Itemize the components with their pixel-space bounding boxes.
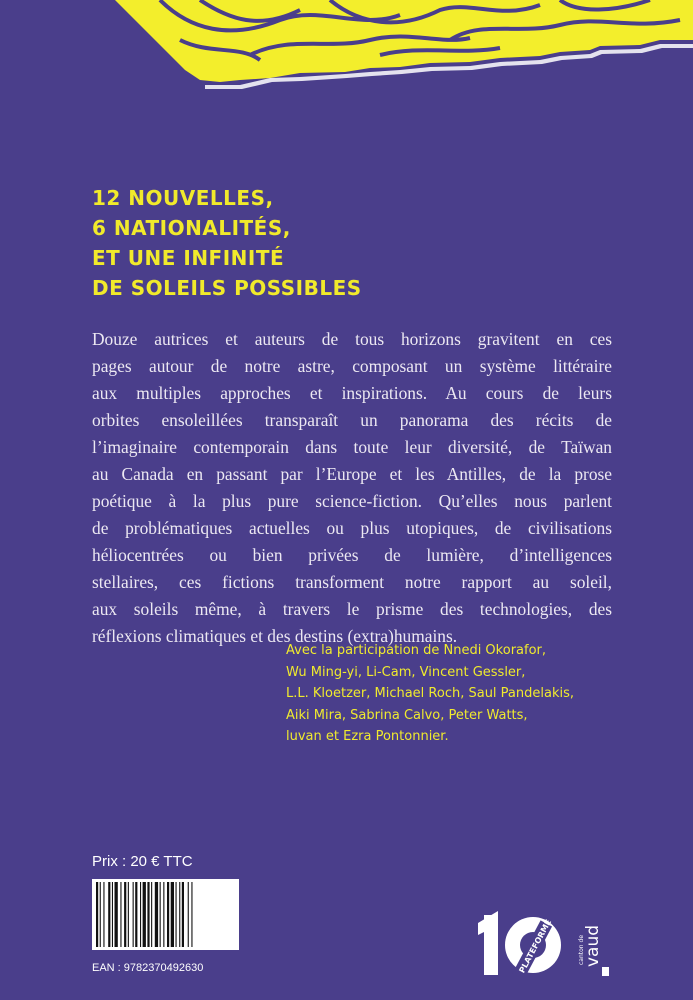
- barcode-bar: [128, 882, 129, 947]
- barcode-bar: [112, 882, 113, 947]
- blurb-line: Douze autrices et auteurs de tous horizons gravitent en ces: [92, 329, 612, 349]
- contributors-line: Avec la participation de Nnedi Okorafor,: [286, 643, 547, 658]
- barcode-bar: [188, 882, 189, 947]
- barcode-bar: [140, 882, 141, 947]
- headline-line: 6 NATIONALITÉS,: [92, 216, 291, 240]
- blurb-line: aux multiples approches et inspirations. Au cours de leurs: [92, 383, 612, 403]
- barcode-bar: [147, 882, 149, 947]
- barcode: [92, 879, 239, 950]
- contributors-line: Wu Ming-yi, Li-Cam, Vincent Gessler,: [286, 664, 526, 680]
- headline-line: 12 NOUVELLES,: [92, 186, 274, 210]
- blurb-line: pages autour de notre astre, composant un système littéraire: [92, 356, 612, 376]
- publisher-logo: [478, 905, 568, 980]
- barcode-bar: [133, 882, 134, 947]
- barcode-bar: [171, 882, 174, 947]
- barcode-bar: [182, 882, 184, 947]
- headline-line: ET UNE INFINITÉ: [92, 246, 285, 270]
- headline-line: DE SOLEILS POSSIBLES: [92, 276, 362, 300]
- barcode-bar: [163, 882, 164, 947]
- canton-logo-small: canton de: [578, 934, 585, 965]
- barcode-bar: [124, 882, 126, 947]
- barcode-bar: [115, 882, 118, 947]
- barcode-bar: [120, 882, 121, 947]
- contributors-line: luvan et Ezra Pontonnier.: [286, 729, 449, 744]
- barcode-bar: [167, 882, 169, 947]
- blurb-line: de problématiques actuelles ou plus utopiques, de civilisations: [92, 518, 612, 538]
- blurb-line: au Canada en passant par l’Europe et les Antilles, de la prose: [92, 464, 612, 484]
- barcode-bar: [143, 882, 146, 947]
- barcode-bar: [96, 882, 98, 947]
- barcode-bar: [103, 882, 104, 947]
- barcode-bar: [160, 882, 161, 947]
- barcode-bar: [100, 882, 101, 947]
- barcode-bar: [176, 882, 177, 947]
- blurb-line: aux soleils même, à travers le prisme des technologies, des: [92, 599, 612, 619]
- price-label: Prix : 20 € TTC: [92, 853, 193, 870]
- canton-vaud-logo: [578, 905, 610, 977]
- blurb-line: l’imaginaire contemporain dans toute leur diversité, de Taïwan: [92, 437, 612, 457]
- barcode-bar: [135, 882, 137, 947]
- contributors-list: [286, 640, 574, 748]
- ean-label: EAN : 9782370492630: [92, 962, 204, 974]
- barcode-bar: [191, 882, 192, 947]
- fingerprint-pattern: [0, 0, 693, 110]
- blurb-line: poétique à la plus pure science-fiction. Qu’elles nous parlent: [92, 491, 612, 511]
- headline: [92, 183, 362, 303]
- barcode-bar: [155, 882, 158, 947]
- blurb-line: réflexions climatiques et des destins (extra)humains.: [92, 626, 458, 646]
- barcode-bar: [179, 882, 180, 947]
- contributors-line: Aiki Mira, Sabrina Calvo, Peter Watts,: [286, 707, 528, 723]
- blurb-paragraph: [92, 326, 612, 650]
- blurb-line: stellaires, ces fictions transforment notre rapport au soleil,: [92, 572, 612, 592]
- publisher-logo-label: PLATEFORME: [517, 917, 554, 975]
- canton-logo-big: vaud: [583, 924, 603, 967]
- blurb-line: héliocentrées ou bien privées de lumière, d’intelligences: [92, 545, 612, 565]
- barcode-bar: [108, 882, 110, 947]
- barcode-bar: [151, 882, 152, 947]
- blurb-line: orbites ensoleillées transparaît un panorama des récits de: [92, 410, 612, 430]
- contributors-line: L.L. Kloetzer, Michael Roch, Saul Pandelakis,: [286, 686, 575, 701]
